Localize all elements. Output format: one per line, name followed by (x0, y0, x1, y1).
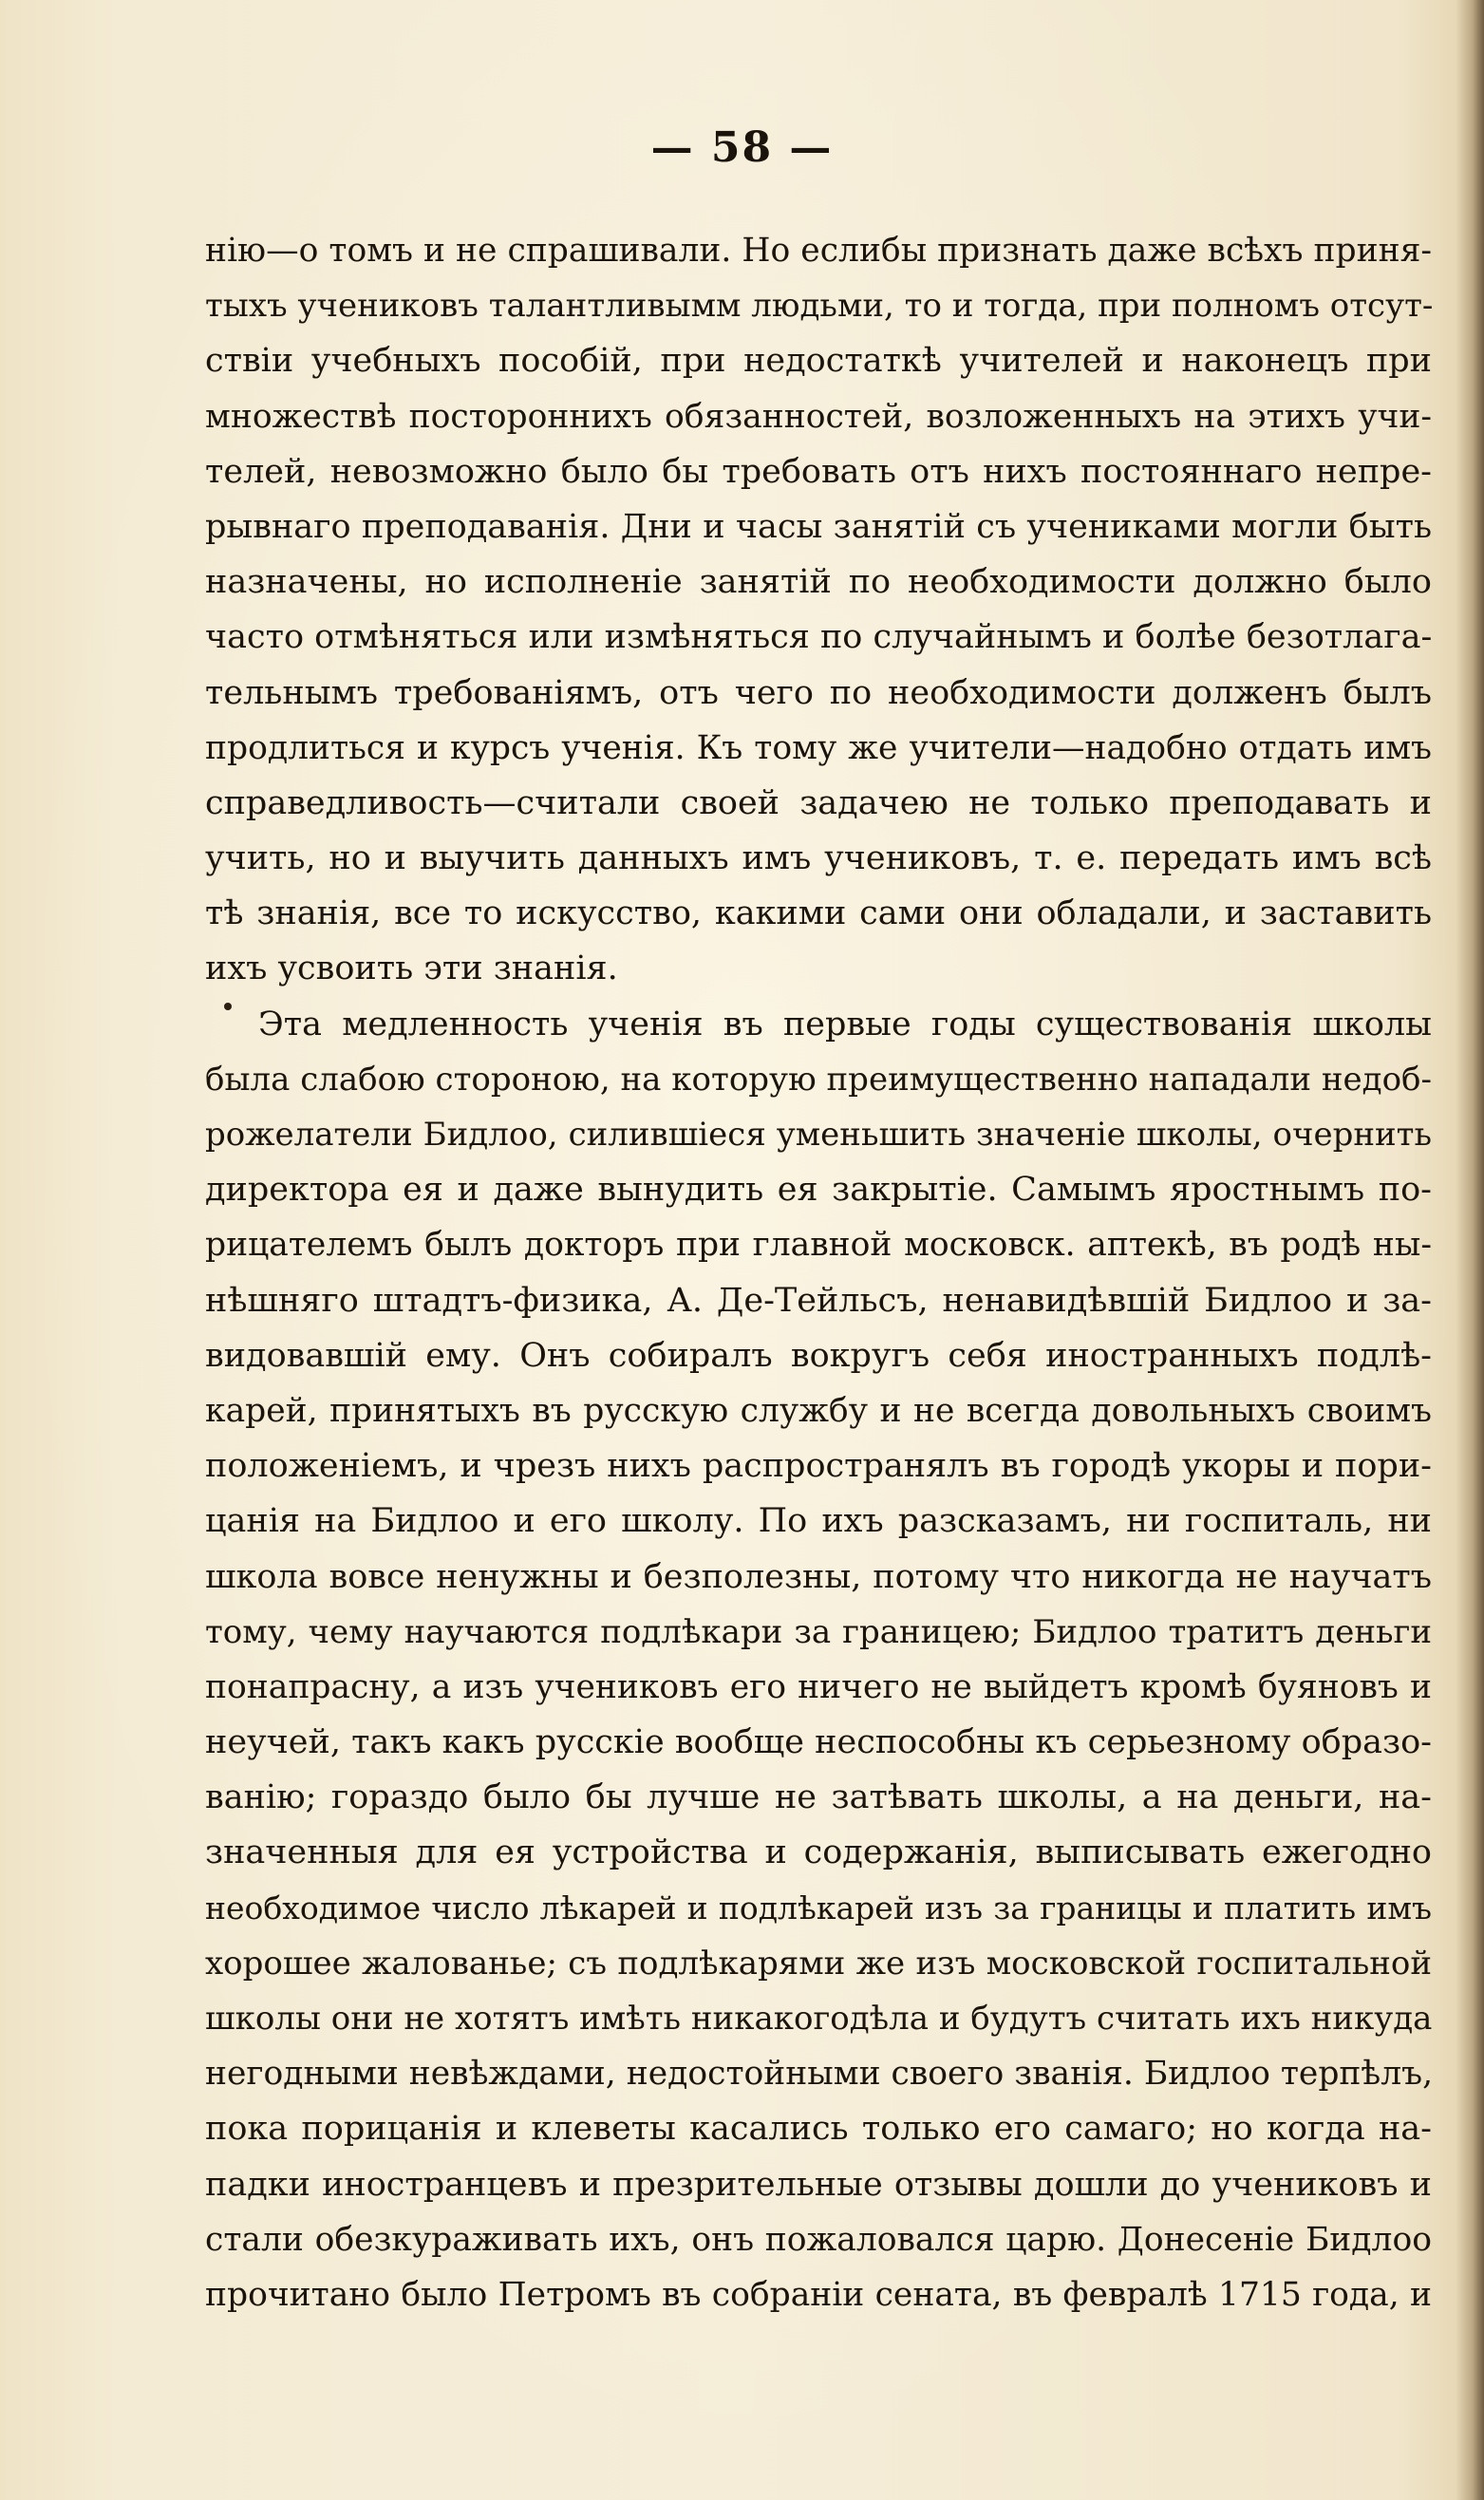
text-line: хорошее жалованье; съ подлѣкарями же изъ московской госпитальной (205, 1944, 1432, 1983)
text-line: Эта медленность ученія въ первые годы существованія школы (258, 1005, 1432, 1043)
text-line: телей, невозможно было бы требовать отъ нихъ постояннаго непре- (205, 452, 1432, 491)
text-line: неучей, такъ какъ русскіе вообще неспособны къ серьезному образо- (205, 1723, 1432, 1762)
text-line: рожелатели Бидлоо, силившіеся уменьшить значеніе школы, очернить (205, 1116, 1432, 1154)
text-line: пока порицанія и клеветы касались только его самаго; но когда на- (205, 2110, 1432, 2149)
text-line: ихъ усвоить эти знанія. (205, 949, 618, 988)
page-number: — 58 — (650, 123, 834, 172)
text-line: нѣшняго штадтъ-физика, А. Де-Тейльсъ, ненавидѣвшій Бидлоо и за- (205, 1281, 1432, 1320)
text-line: ствіи учебныхъ пособій, при недостаткѣ учителей и наконецъ при (205, 342, 1432, 381)
text-line: необходимое число лѣкарей и подлѣкарей изъ за границы и платить имъ (205, 1889, 1432, 1927)
text-line: множествѣ постороннихъ обязанностей, возложенныхъ на этихъ учи- (205, 397, 1432, 436)
text-line: нію—о томъ и не спрашивали. Но еслибы признать даже всѣхъ приня- (205, 232, 1432, 270)
text-line: тельнымъ требованіямъ, отъ чего по необходимости долженъ былъ (205, 673, 1432, 712)
text-line: рывнаго преподаванія. Дни и часы занятій съ учениками могли быть (205, 507, 1432, 546)
body-text (205, 223, 1432, 2322)
page-edge-shadow (1456, 0, 1484, 2500)
text-line: назначены, но исполненіе занятій по необходимости должно было (205, 563, 1432, 602)
text-line: видовавшій ему. Онъ собиралъ вокругъ себя иностранныхъ подлѣ- (205, 1336, 1432, 1375)
text-line: негодными невѣждами, недостойными своего званія. Бидлоо терпѣлъ, (205, 2055, 1434, 2094)
text-line: тѣ знанія, все то искусство, какими сами они обладали, и заставить (205, 894, 1432, 933)
text-line: учить, но и выучить данныхъ имъ учениковъ, т. е. передать имъ всѣ (205, 839, 1432, 878)
text-line: цанія на Бидлоо и его школу. По ихъ разсказамъ, ни госпиталь, ни (205, 1502, 1432, 1541)
text-line: часто отмѣняться или измѣняться по случайнымъ и болѣе безотлага- (205, 618, 1433, 657)
text-line: школы они не хотятъ имѣть никакогодѣла и будутъ считать ихъ никуда (205, 2000, 1433, 2038)
text-line: карей, принятыхъ въ русскую службу и не всегда довольныхъ своимъ (205, 1391, 1432, 1430)
text-line: тому, чему научаются подлѣкари за границею; Бидлоо тратитъ деньги (205, 1612, 1432, 1651)
text-line: падки иностранцевъ и презрительные отзывы дошли до учениковъ и (205, 2165, 1432, 2204)
text-line: школа вовсе ненужны и безполезны, потому что никогда не научатъ (205, 1557, 1432, 1596)
text-line: директора ея и даже вынудить ея закрытіе. Самымъ яростнымъ по- (205, 1171, 1432, 1210)
text-line: прочитано было Петромъ въ собраніи сената, въ февралѣ 1715 года, и (205, 2275, 1432, 2314)
text-line: справедливость—считали своей задачею не только преподавать и (205, 783, 1432, 822)
text-line: продлиться и курсъ ученія. Къ тому же учители—надобно отдать имъ (205, 728, 1432, 767)
text-line: ванію; гораздо было бы лучше не затѣвать школы, а на деньги, на- (205, 1778, 1432, 1817)
text-line: положеніемъ, и чрезъ нихъ распространялъ въ городѣ укоры и пори- (205, 1447, 1432, 1486)
text-line: тыхъ учениковъ талантливымм людьми, то и тогда, при полномъ отсут- (205, 287, 1434, 326)
text-line: значенныя для ея устройства и содержанія, выписывать ежегодно (205, 1833, 1432, 1872)
text-line: понапрасну, а изъ учениковъ его ничего не выйдетъ кромѣ буяновъ и (205, 1667, 1432, 1706)
text-line: стали обезкураживать ихъ, онъ пожаловался царю. Донесеніе Бидлоо (205, 2220, 1432, 2259)
text-line: была слабою стороною, на которую преимущественно нападали недоб- (205, 1060, 1432, 1099)
text-line: рицателемъ былъ докторъ при главной московск. аптекѣ, въ родѣ ны- (205, 1226, 1432, 1265)
